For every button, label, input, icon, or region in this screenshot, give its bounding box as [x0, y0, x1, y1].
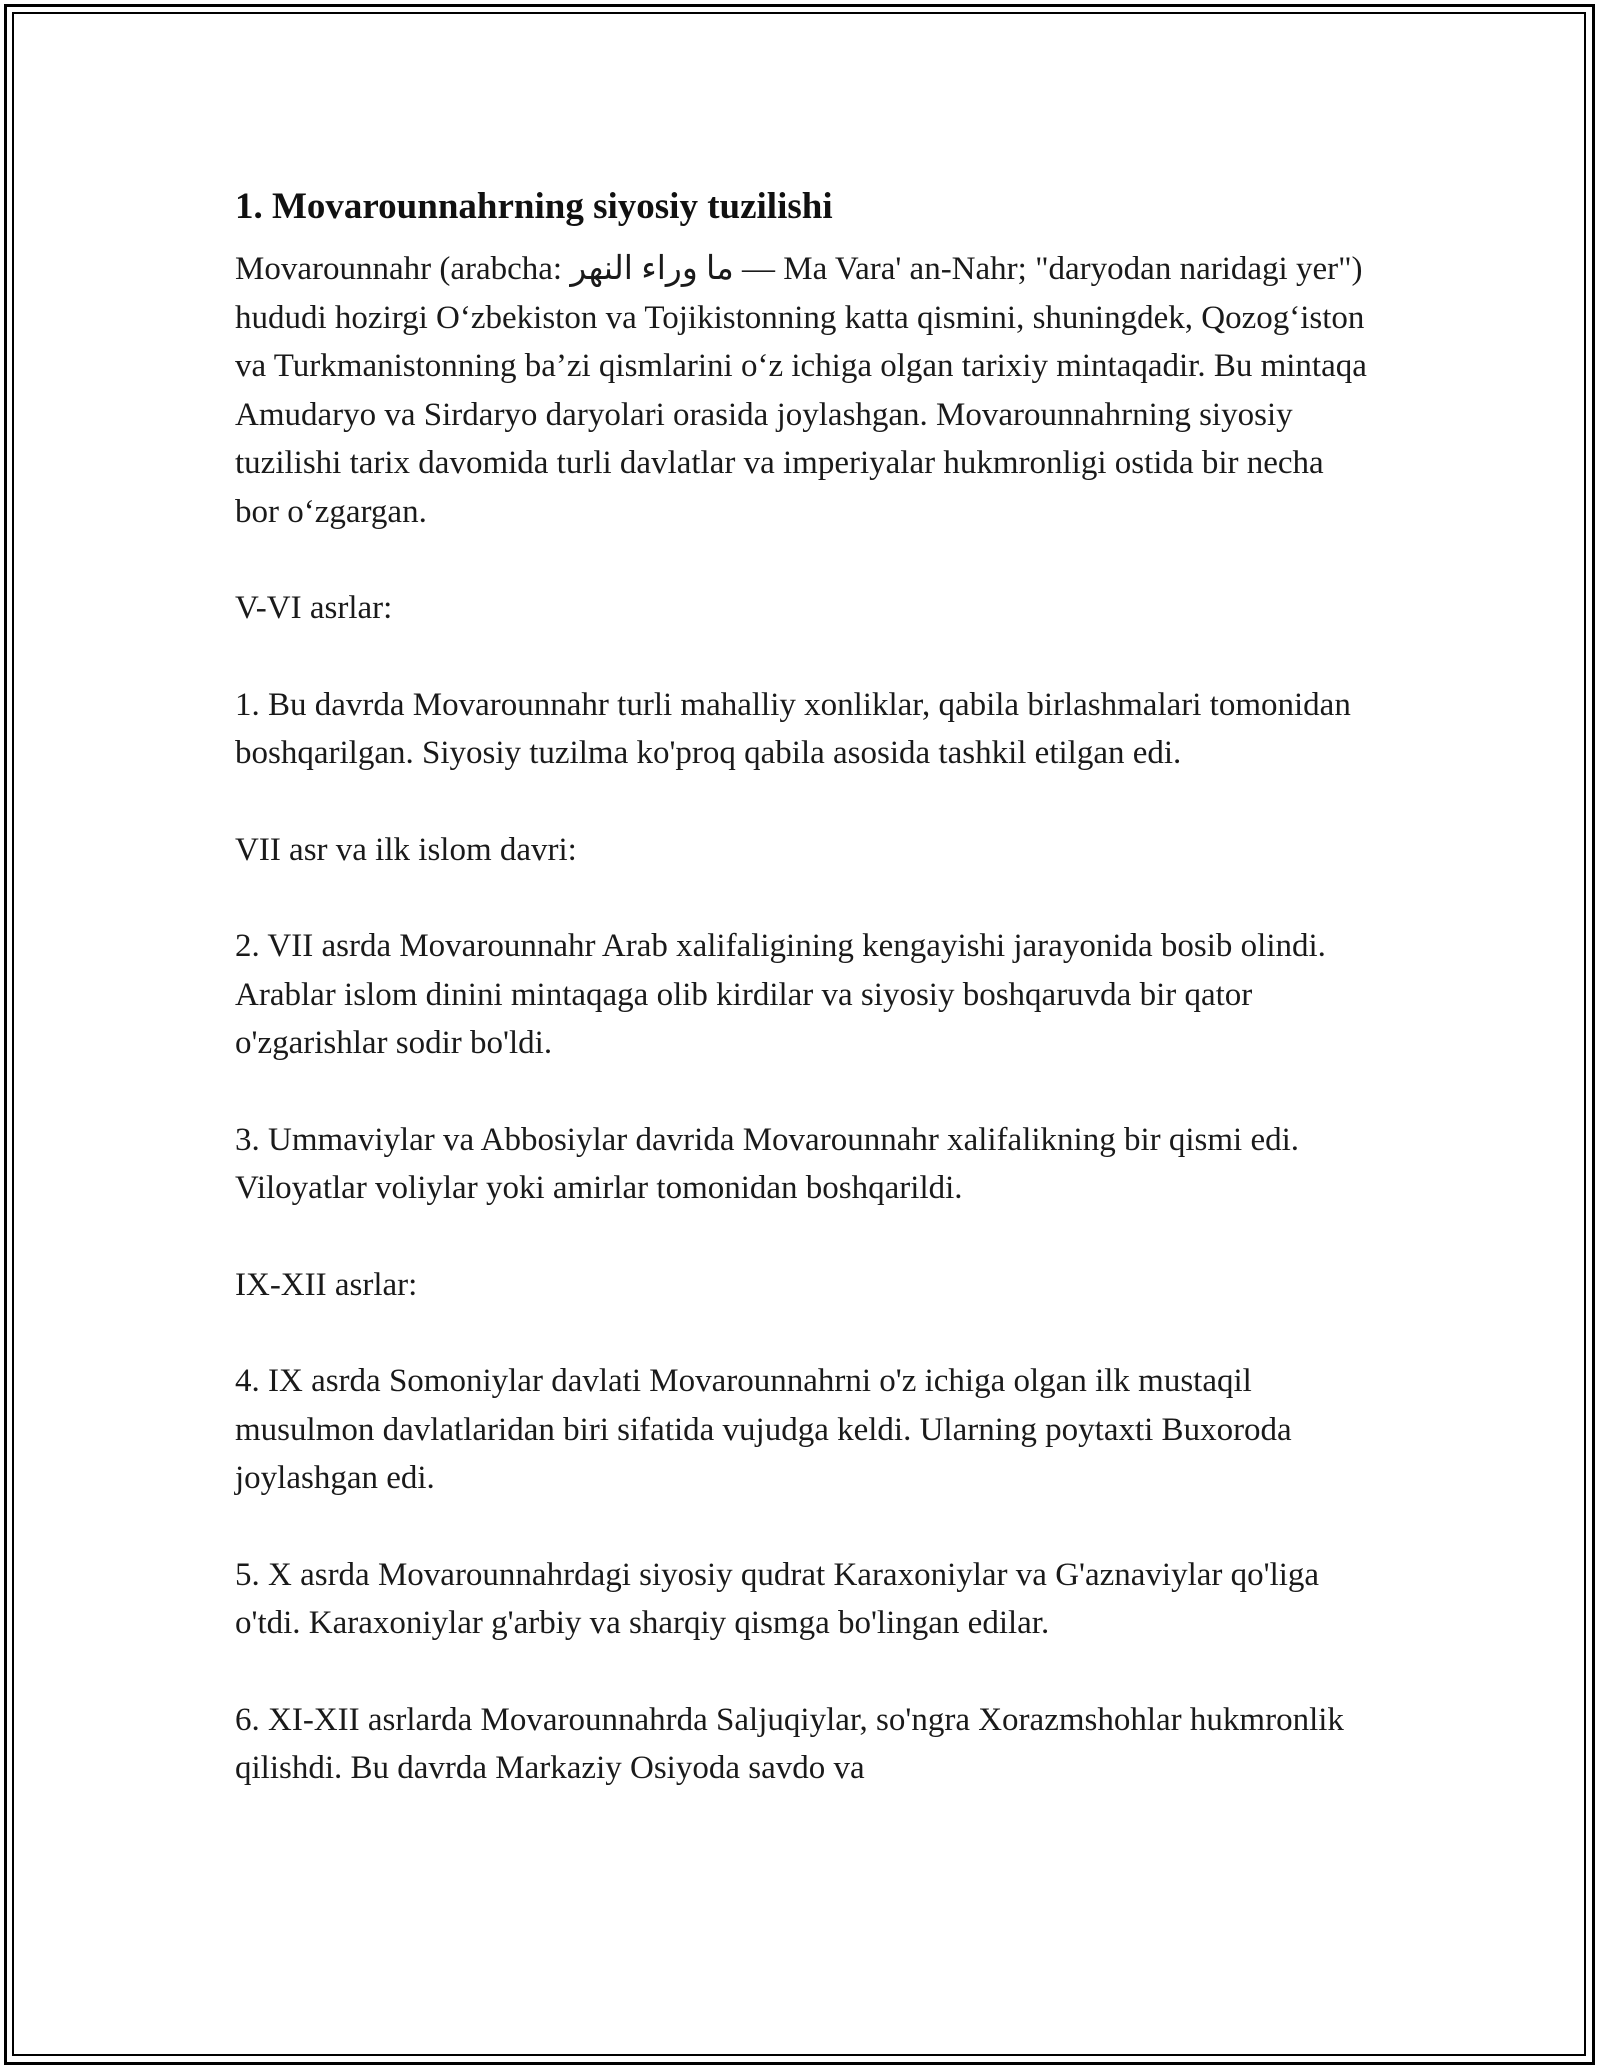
document-body: [235, 183, 1375, 1841]
list-item-5: 5. X asrda Movarounnahrdagi siyosiy qudrat Karaxoniylar va G'aznaviylar qo'liga o'tdi. Karaxoniylar g'arbiy va sharqiy qismga bo'lingan edilar.: [235, 1556, 1320, 1641]
period-heading-v-vi: V-VI asrlar:: [235, 590, 393, 626]
list-item-4: 4. IX asrda Somoniylar davlati Movarounnahrni o'z ichiga olgan ilk mustaqil musulmon davlatlaridan biri sifatida vujudga keldi. Ularning poytaxti Buxoroda joylashgan edi.: [235, 1363, 1292, 1496]
period-heading-vii: VII asr va ilk islom davri:: [235, 831, 577, 868]
section-heading: 1. Movarounnahrning siyosiy tuzilishi: [235, 186, 833, 227]
list-item-2: 2. VII asrda Movarounnahr Arab xalifaligining kengayishi jarayonida bosib olindi. Arablar islom dinini mintaqaga olib kirdilar va siyosiy boshqaruvda bir qator o'zgarishlar sodir bo'ldi.: [235, 928, 1326, 1061]
arabic-term: ما وراء النهر: [570, 251, 734, 287]
period-heading-ix-xii: IX-XII asrlar:: [235, 1266, 418, 1303]
list-item-3: 3. Ummaviylar va Abbosiylar davrida Movarounnahr xalifalikning bir qismi edi. Viloyatlar voliylar yoki amirlar tomonidan boshqarildi.: [235, 1121, 1300, 1206]
intro-text-rest: — Ma Vara' an-Nahr; "daryodan naridagi yer") hududi hozirgi O‘zbekiston va Tojikistonning katta qismini, shuningdek, Qozog‘iston va Turkmanistonning ba’zi qismlarini o‘z ichiga olgan tarixiy mintaqadir. Bu mintaqa Amudaryo va Sirdaryo daryolari orasida joylashgan. Movarounnahrning siyosiy tuzilishi tarix davomida turli davlatlar va imperiyalar hukmronligi ostida bir necha bor o‘zgargan.: [235, 251, 1367, 530]
intro-paragraph: [235, 245, 1375, 536]
intro-text-start: Movarounnahr (arabcha:: [235, 251, 571, 287]
list-item-1: 1. Bu davrda Movarounnahr turli mahalliy xonliklar, qabila birlashmalari tomonidan boshqarilgan. Siyosiy tuzilma ko'proq qabila asosida tashkil etilgan edi.: [235, 686, 1351, 771]
list-item-6: 6. XI-XII asrlarda Movarounnahrda Saljuqiylar, so'ngra Xorazmshohlar hukmronlik qilishdi. Bu davrda Markaziy Osiyoda savdo va: [235, 1701, 1344, 1786]
